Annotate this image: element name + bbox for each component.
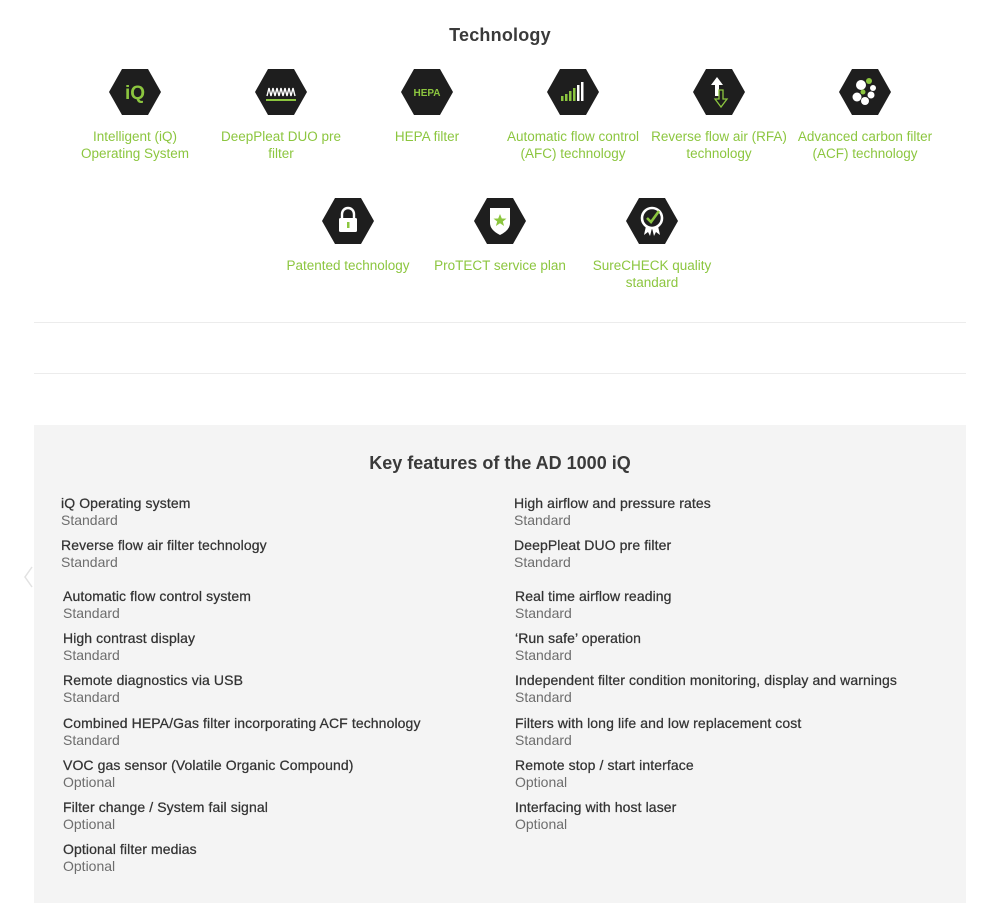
divider-2 (34, 373, 966, 374)
feature-item (515, 672, 897, 706)
carbon-balls-icon (838, 68, 892, 116)
feature-item (63, 799, 268, 833)
tech-label-acf: Advanced carbon filter (ACF) technology (797, 129, 933, 161)
tech-label-protect: ProTECT service plan (434, 258, 566, 273)
tech-label-patented: Patented technology (286, 258, 410, 273)
iq-icon (108, 68, 162, 116)
feature-name: DeepPleat DUO pre filter (514, 537, 672, 553)
tech-item-patented[interactable] (272, 197, 424, 291)
tech-label-deeppleat: DeepPleat DUO pre filter (220, 129, 342, 161)
feature-value: Optional (63, 816, 116, 832)
tech-label-hepa: HEPA filter (394, 129, 460, 144)
check-badge-icon (625, 197, 679, 245)
svg-text:HEPA: HEPA (413, 88, 441, 99)
feature-item (63, 715, 421, 749)
chevron-left-icon[interactable] (22, 565, 34, 589)
feature-value: Standard (61, 512, 118, 528)
tech-item-hepa[interactable] (354, 68, 500, 162)
feature-name: VOC gas sensor (Volatile Organic Compound) (63, 757, 354, 773)
feature-item (63, 630, 195, 664)
feature-name: ‘Run safe’ operation (515, 630, 642, 646)
tech-label-iq: Intelligent (iQ) Operating System (80, 129, 190, 161)
feature-name: High contrast display (63, 630, 196, 646)
flow-bars-icon (546, 68, 600, 116)
technology-row-2 (0, 197, 1000, 291)
feature-value: Standard (514, 512, 571, 528)
feature-name: Filters with long life and low replacement cost (515, 715, 802, 731)
feature-name: Combined HEPA/Gas filter incorporating ACF technology (63, 715, 421, 731)
feature-value: Standard (515, 605, 572, 621)
tech-item-afc[interactable] (500, 68, 646, 162)
feature-value: Optional (515, 816, 568, 832)
feature-value: Standard (63, 732, 120, 748)
feature-name: iQ Operating system (61, 495, 191, 511)
feature-value: Standard (515, 647, 572, 663)
divider-1 (34, 322, 966, 323)
hepa-icon (400, 68, 454, 116)
feature-item (63, 841, 197, 875)
reverse-flow-icon (692, 68, 746, 116)
feature-value: Standard (63, 689, 120, 705)
feature-value: Optional (515, 774, 568, 790)
feature-item (63, 672, 243, 706)
tech-label-surecheck: SureCHECK quality standard (592, 258, 712, 290)
feature-item (63, 757, 354, 791)
key-features-panel (34, 425, 966, 903)
feature-item (514, 537, 671, 571)
feature-name: Real time airflow reading (515, 588, 672, 604)
feature-value: Optional (63, 774, 116, 790)
tech-label-rfa: Reverse flow air (RFA) technology (651, 129, 787, 161)
tech-label-afc: Automatic flow control (AFC) technology (506, 129, 640, 161)
feature-value: Standard (63, 605, 120, 621)
feature-item (515, 757, 694, 791)
feature-name: High airflow and pressure rates (514, 495, 711, 511)
feature-item (61, 537, 267, 571)
feature-item (61, 495, 191, 529)
technology-row-1 (0, 68, 1000, 162)
feature-value: Standard (515, 732, 572, 748)
technology-title: Technology (449, 25, 551, 45)
tech-item-protect[interactable] (424, 197, 576, 291)
tech-item-surecheck[interactable] (576, 197, 728, 291)
feature-item (515, 630, 641, 664)
feature-value: Standard (61, 554, 118, 570)
feature-item (515, 715, 801, 749)
pleat-filter-icon (254, 68, 308, 116)
tech-item-deeppleat[interactable] (208, 68, 354, 162)
feature-name: Remote diagnostics via USB (63, 672, 244, 688)
feature-name: Reverse flow air filter technology (61, 537, 267, 553)
feature-item (514, 495, 711, 529)
feature-name: Remote stop / start interface (515, 757, 694, 773)
feature-name: Interfacing with host laser (515, 799, 677, 815)
feature-item (515, 588, 672, 622)
shield-star-icon (473, 197, 527, 245)
feature-value: Standard (63, 647, 120, 663)
feature-name: Filter change / System fail signal (63, 799, 268, 815)
feature-name: Independent filter condition monitoring, display and warnings (515, 672, 898, 688)
feature-value: Optional (63, 858, 116, 874)
tech-item-iq[interactable] (62, 68, 208, 162)
features-title: Key features of the AD 1000 iQ (369, 453, 631, 473)
feature-value: Standard (514, 554, 571, 570)
tech-item-rfa[interactable] (646, 68, 792, 162)
feature-name: Automatic flow control system (63, 588, 252, 604)
feature-name: Optional filter medias (63, 841, 197, 857)
padlock-icon (321, 197, 375, 245)
feature-value: Standard (515, 689, 572, 705)
feature-item (515, 799, 676, 833)
svg-text:iQ: iQ (124, 83, 146, 104)
tech-item-acf[interactable] (792, 68, 938, 162)
feature-item (63, 588, 251, 622)
